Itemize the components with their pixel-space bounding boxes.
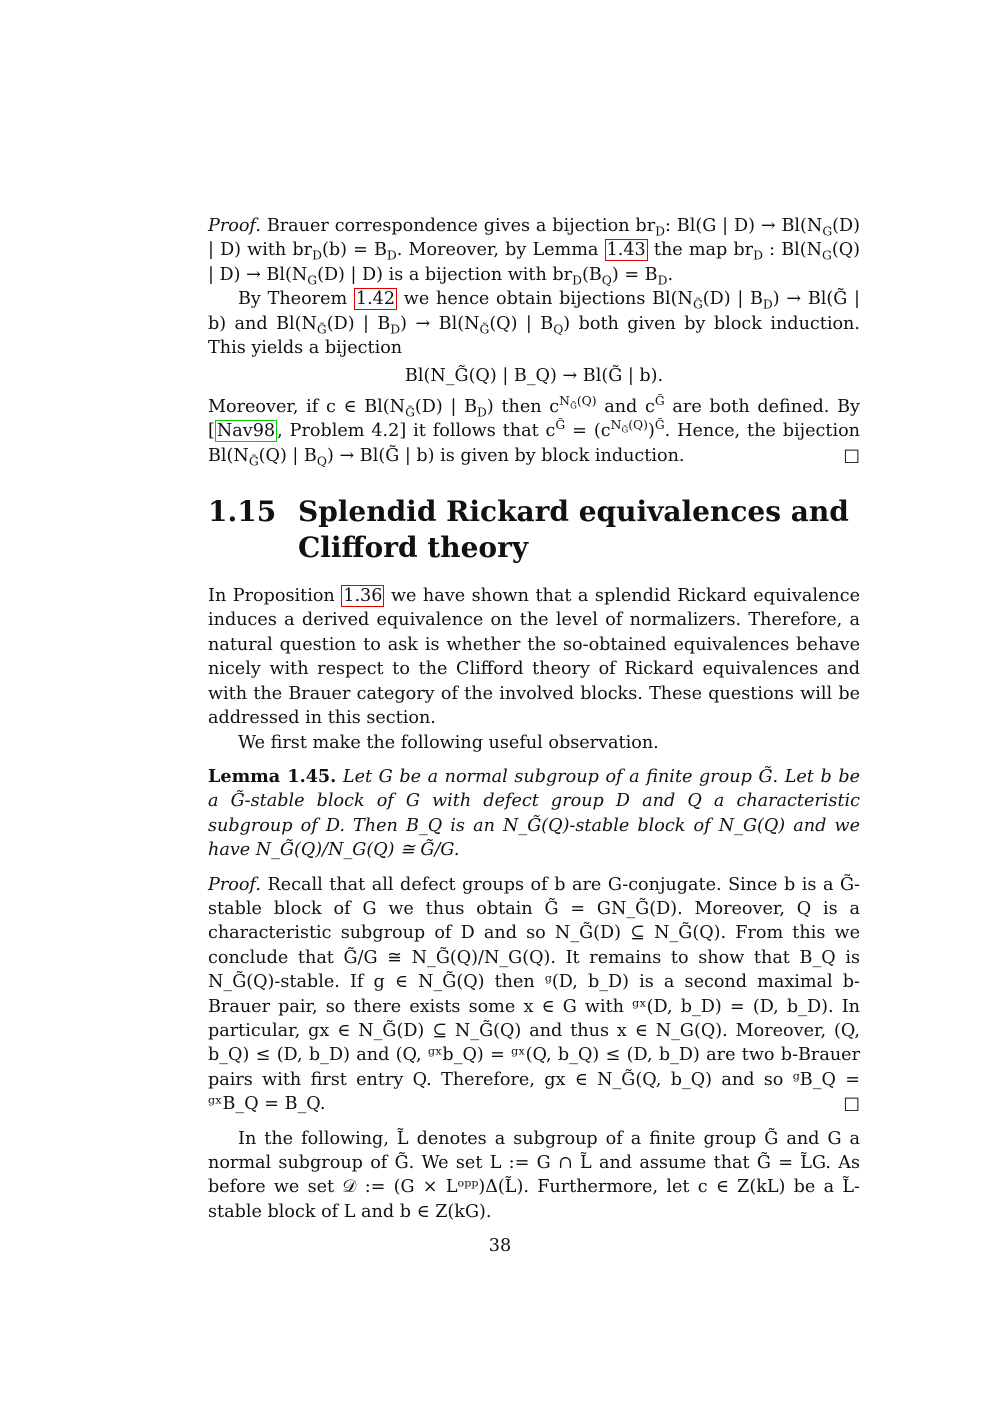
lemma-statement: Let G be a normal subgroup of a finite group G̃. Let b be a G̃-stable block of G with defect group D and Q a characteristic subgroup of D. Then B_Q is an N_G̃(Q)-stable block of N_G(Q) and we have N_G̃(Q)/N_G(Q) ≅ G̃/G.	[208, 766, 860, 861]
section-number: 1.15	[208, 495, 277, 529]
section-title: Splendid Rickard equivalences and Clifford theory	[298, 495, 849, 565]
text-run: (b) = B	[321, 240, 387, 261]
proof-paragraph-2: By Theorem 1.42 we hence obtain bijections $Bl(N_{G̃}(D)$ | $B_D$) → Bl(G̃ | b) and $Bl(N_{G̃}(D)$ | $B_D) \to Bl(N_{G̃}(Q)$ | $B_Q$) both given by block induction. This yields a bijection	[208, 289, 860, 359]
proposition-1-36-link[interactable]: 1.36	[343, 586, 383, 607]
lemma-1-43-link[interactable]: 1.43	[606, 240, 646, 261]
intro-paragraph	[208, 584, 860, 730]
text-run: we hence obtain bijections Bl(N	[397, 289, 693, 310]
page-number: 38	[488, 1236, 512, 1256]
text-run: the map br	[647, 240, 754, 261]
text-run: By Theorem	[238, 289, 354, 310]
text-run: ) → Bl(G̃ | b) and Bl(N	[208, 289, 860, 334]
text-run: , Problem 4.2] it follows that c	[277, 421, 556, 442]
text-run: (B	[581, 264, 602, 285]
text-run: ) both given by block induction. This yields a bijection	[208, 313, 860, 359]
qed-symbol: □	[843, 445, 860, 466]
theorem-1-42-link[interactable]: 1.42	[355, 289, 396, 310]
text-run: (Q) | B	[489, 313, 554, 334]
text-run: we have shown that a splendid Rickard equivalence induces a derived equivalence on the level of normalizers. Therefore, a natural question to ask is whether the so-obtained equivalences behave nicely with respect to the Clifford theory of Rickard equivalences and with the Brauer category of the involved blocks. These questions will be addressed in this section.	[208, 586, 860, 729]
qed-symbol: □	[843, 1094, 860, 1115]
text-run: . Hence, the bijection Bl(N	[208, 421, 860, 466]
text-run: .	[667, 264, 674, 285]
text-run: (D) | B	[702, 289, 763, 310]
page-body	[208, 214, 860, 1224]
text-run: (Q) | B	[258, 445, 317, 466]
proof-lemma-1-45	[208, 873, 860, 1117]
text-run: (Q) | D) → Bl(N	[208, 240, 861, 285]
lemma-label: Lemma 1.45.	[208, 765, 337, 787]
observation-paragraph: We first make the following useful observation.	[238, 732, 659, 753]
text-run: ) → Bl(G̃ | b) is given by block induction.	[326, 445, 685, 466]
lemma-1-45	[208, 765, 860, 863]
text-run: ) then c	[486, 396, 560, 417]
final-paragraph: In the following, L̃ denotes a subgroup of a finite group G̃ and G a normal subgroup of G̃. We set L := G ∩ L̃ and assume that G̃ = L̃G. As before we set 𝒟 := (G × Lᵒᵖᵖ)Δ(L̃). Furthermore, let c ∈ Z(kL) be a L̃-stable block of L and b ∈ Z(kG).	[208, 1128, 860, 1222]
display-equation: Bl(N_G̃(Q) | B_Q) → Bl(G̃ | b).	[404, 366, 664, 387]
text-run: : Bl(G | D) → Bl(N	[664, 216, 823, 236]
text-run: (D) | B	[414, 396, 478, 417]
text-run: Moreover, if c ∈ Bl(N	[208, 396, 406, 417]
text-run: )	[647, 421, 655, 442]
text-run: : Bl(N	[762, 240, 823, 261]
text-run: (D) | D) is a bijection with br	[317, 264, 573, 285]
proof-text: Recall that all defect groups of b are G-conjugate. Since b is a G̃-stable block of G we thus obtain G̃ = GN_G̃(D). Moreover, Q is a characteristic subgroup of D and so N_G̃(D) ⊆ N_G̃(Q). From this we conclude that G̃/G ≅ N_G̃(Q)/N_G(Q). It remains to show that B_Q is N_G̃(Q)-stable. If g ∈ N_G̃(Q) then ᵍ(D, b_D) is a second maximal b-Brauer pair, so there exists some x ∈ G with ᵍˣ(D, b_D) = (D, b_D). In particular, gx ∈ N_G̃(D) ⊆ N_G̃(Q) and thus x ∈ N_G(Q). Moreover, (Q, b_Q) ≤ (D, b_D) and (Q, ᵍˣb_Q) = ᵍˣ(Q, b_Q) ≤ (D, b_D) are two b-Brauer pairs with first entry Q. Therefore, gx ∈ N_G̃(Q, b_Q) and so ᵍB_Q = ᵍˣB_Q = B_Q.	[208, 874, 860, 1115]
text-run: ) → Bl(N	[400, 313, 480, 334]
text-run: (D) | D) with br	[208, 216, 860, 261]
text-run: In Proposition	[208, 586, 342, 607]
proof-paragraph-1: Proof. Brauer correspondence gives a bijection $br_D$: Bl(G | $D) \to Bl(N_G(D)$ | D) with $br_D(b) = B_D$. Moreover, by Lemma 1.43 the map $br_D$ : $Bl(N_G(Q)$ | $D) \to Bl(N_G(D)$ | D) is a bijection with $br_D(B_Q) = B_D$.	[208, 216, 861, 288]
text-run: are both defined. By	[664, 396, 860, 417]
citation-nav98-link[interactable]: Nav98	[216, 421, 276, 442]
text-run: Brauer correspondence gives a bijection br	[266, 216, 656, 236]
text-run: . Moreover, by Lemma	[396, 240, 605, 261]
proof-paragraph-3: Moreover, if c ∈ $Bl(N_{G̃}(D)$ | $B_D$) then $c^{N_{G̃}(Q)}$ and $c^{G̃}$ are both defined. By [ Nav98 , Problem 4.2] it follows that $c^{G̃} = (c^{N_{G̃}(Q)})^{G̃}$. Hence, the bijection $Bl(N_{G̃}(Q)$ | $B_Q$) → Bl(G̃ | b) is given by block induction. □	[208, 393, 860, 469]
text-run: ) = B	[611, 264, 658, 285]
section-heading	[208, 494, 860, 566]
text-run: (D) | B	[326, 313, 391, 334]
text-run: and c	[596, 396, 655, 417]
text-run: = (c	[565, 421, 611, 442]
proof-label: Proof.	[208, 216, 261, 236]
proof-label: Proof.	[208, 874, 261, 895]
